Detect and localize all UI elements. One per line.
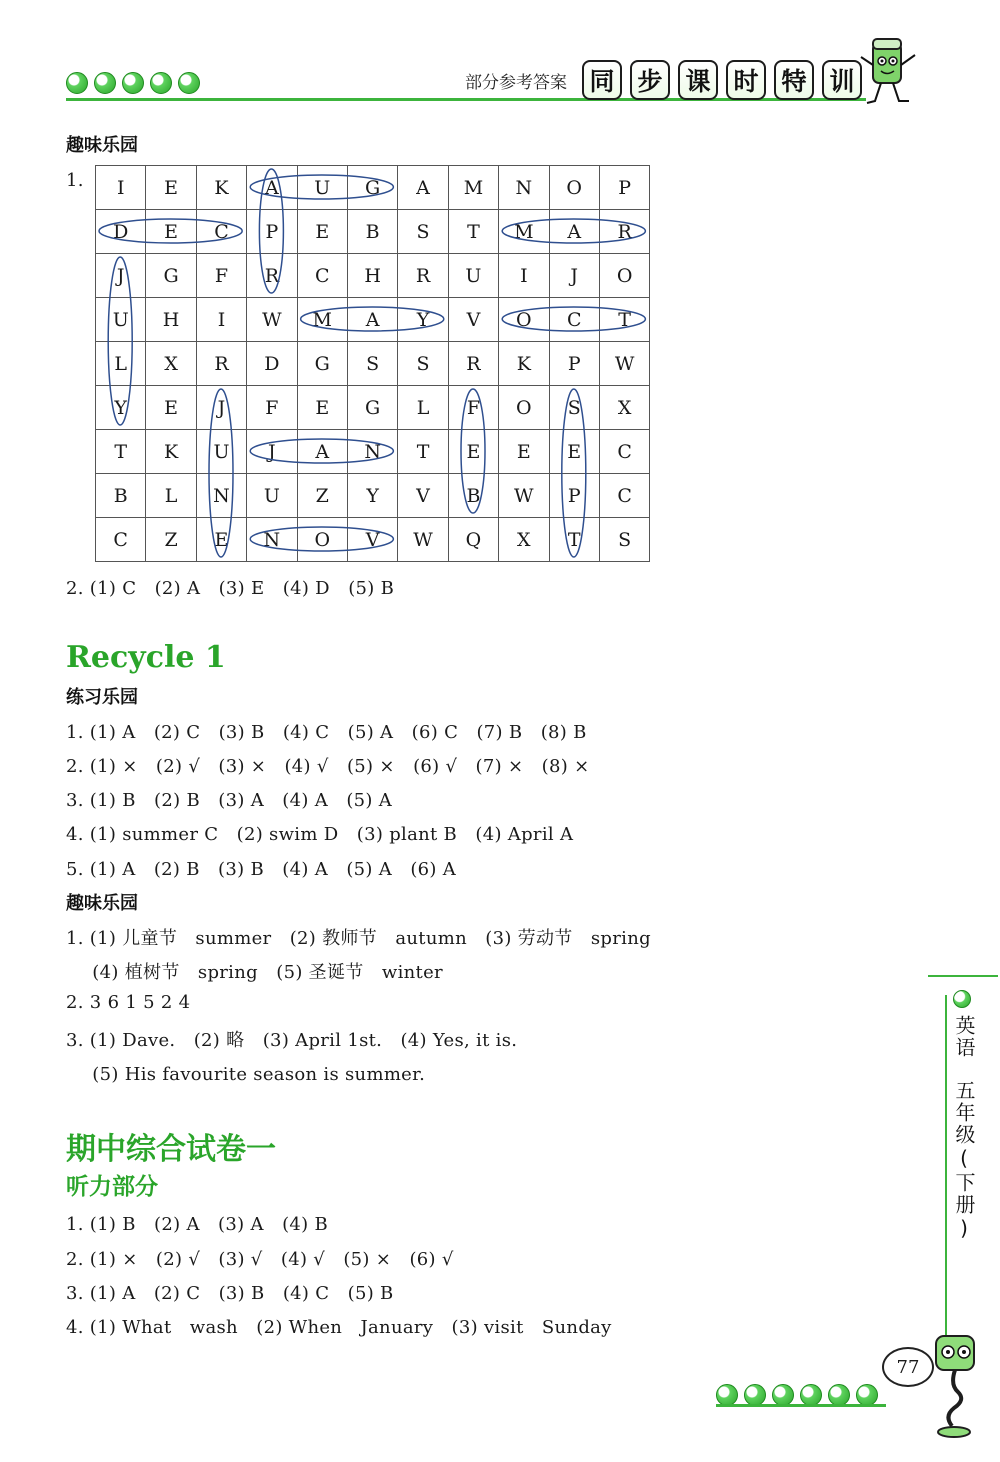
word-circle: [250, 175, 393, 199]
grid-cell: E: [448, 430, 498, 474]
grid-cell: E: [499, 430, 549, 474]
green-dot-icon: [856, 1384, 878, 1406]
grid-cell: P: [599, 166, 649, 210]
section-heading-fun: 趣味乐园: [66, 893, 138, 914]
grid-cell: O: [549, 166, 599, 210]
footer-rule: [716, 1404, 886, 1407]
section-heading-practice: 练习乐园: [66, 687, 138, 708]
header-title-char: 时: [726, 60, 766, 100]
grid-cell: Y: [347, 474, 397, 518]
grid-cell: S: [398, 342, 448, 386]
fun1-q2-answers: 2. (1) C (2) A (3) E (4) D (5) B: [66, 578, 395, 599]
grid-cell: B: [347, 210, 397, 254]
grid-cell: T: [599, 298, 649, 342]
answer-line: 2. (1) × (2) √ (3) × (4) √ (5) × (6) √ (7) × (8) ×: [66, 756, 590, 777]
grid-cell: Q: [448, 518, 498, 562]
green-dot-icon: [953, 990, 971, 1008]
answer-line: 3. (1) B (2) B (3) A (4) A (5) A: [66, 790, 393, 811]
grid-cell: C: [297, 254, 347, 298]
grid-cell: E: [297, 210, 347, 254]
word-circle: [461, 389, 485, 513]
green-dot-icon: [66, 72, 88, 94]
green-dot-icon: [122, 72, 144, 94]
green-dot-icon: [744, 1384, 766, 1406]
grid-cell: E: [146, 386, 196, 430]
grid-cell: A: [297, 430, 347, 474]
grid-cell: W: [499, 474, 549, 518]
grid-cell: R: [448, 342, 498, 386]
grid-cell: C: [599, 474, 649, 518]
green-dot-icon: [178, 72, 200, 94]
grid-cell: C: [549, 298, 599, 342]
grid-cell: H: [347, 254, 397, 298]
grid-cell: C: [196, 210, 246, 254]
answer-line: (4) 植树节 spring (5) 圣诞节 winter: [74, 962, 443, 983]
question-label: 1.: [66, 170, 84, 191]
grid-cell: J: [247, 430, 297, 474]
word-circle: [99, 219, 242, 243]
word-circle: [502, 307, 645, 331]
word-circle: [301, 307, 444, 331]
grid-cell: J: [196, 386, 246, 430]
footer-dots: [716, 1384, 878, 1406]
grid-cell: X: [499, 518, 549, 562]
sidebar-subject: 英语: [952, 1015, 976, 1059]
grid-cell: P: [549, 342, 599, 386]
green-dot-icon: [828, 1384, 850, 1406]
grid-cell: N: [247, 518, 297, 562]
grid-cell: Y: [398, 298, 448, 342]
grid-cell: R: [247, 254, 297, 298]
grid-cell: M: [499, 210, 549, 254]
grid-cell: K: [146, 430, 196, 474]
grid-cell: O: [499, 298, 549, 342]
grid-cell: L: [96, 342, 146, 386]
word-circle: [209, 389, 233, 557]
word-search-grid: [95, 165, 650, 562]
grid-cell: I: [96, 166, 146, 210]
grid-cell: W: [599, 342, 649, 386]
grid-cell: K: [196, 166, 246, 210]
answer-line: 2. 3 6 1 5 2 4: [66, 992, 191, 1013]
grid-cell: D: [247, 342, 297, 386]
grid-cell: F: [247, 386, 297, 430]
word-circle: [259, 169, 283, 293]
word-circle: [250, 527, 393, 551]
sidebar-vertical-rule: [945, 995, 947, 1335]
word-search-circles: [95, 165, 655, 565]
grid-cell: E: [196, 518, 246, 562]
grid-cell: R: [196, 342, 246, 386]
grid-cell: E: [297, 386, 347, 430]
grid-cell: J: [549, 254, 599, 298]
grid-cell: N: [196, 474, 246, 518]
grid-cell: F: [196, 254, 246, 298]
grid-cell: S: [549, 386, 599, 430]
grid-cell: F: [448, 386, 498, 430]
green-dot-icon: [772, 1384, 794, 1406]
green-dot-icon: [94, 72, 116, 94]
section-title-recycle: Recycle 1: [66, 640, 226, 675]
grid-cell: W: [247, 298, 297, 342]
grid-cell: S: [398, 210, 448, 254]
grid-cell: H: [146, 298, 196, 342]
answer-line: 1. (1) B (2) A (3) A (4) B: [66, 1214, 329, 1235]
header-title-char: 课: [678, 60, 718, 100]
grid-cell: C: [599, 430, 649, 474]
grid-cell: N: [347, 430, 397, 474]
grid-cell: J: [96, 254, 146, 298]
answer-line: 4. (1) summer C (2) swim D (3) plant B (4) April A: [66, 824, 574, 845]
grid-cell: L: [146, 474, 196, 518]
green-dot-icon: [150, 72, 172, 94]
answer-line: 1. (1) 儿童节 summer (2) 教师节 autumn (3) 劳动节 spring: [66, 928, 651, 949]
header-title: [582, 60, 862, 100]
grid-cell: Z: [146, 518, 196, 562]
answer-line: (5) His favourite season is summer.: [74, 1064, 426, 1085]
word-circle: [562, 389, 586, 557]
grid-cell: G: [146, 254, 196, 298]
word-circle: [250, 439, 393, 463]
header-title-char: 特: [774, 60, 814, 100]
grid-cell: O: [499, 386, 549, 430]
answer-line: 1. (1) A (2) C (3) B (4) C (5) A (6) C (7) B (8) B: [66, 722, 587, 743]
answer-line: 5. (1) A (2) B (3) B (4) A (5) A (6) A: [66, 859, 457, 880]
grid-cell: R: [599, 210, 649, 254]
grid-cell: T: [96, 430, 146, 474]
header-title-char: 训: [822, 60, 862, 100]
grid-cell: T: [549, 518, 599, 562]
grid-cell: M: [297, 298, 347, 342]
word-circle: [108, 257, 132, 425]
grid-cell: N: [499, 166, 549, 210]
grid-cell: W: [398, 518, 448, 562]
grid-cell: O: [599, 254, 649, 298]
grid-cell: A: [247, 166, 297, 210]
header-title-char: 步: [630, 60, 670, 100]
pencil-mascot-icon: [855, 35, 925, 110]
grid-cell: X: [146, 342, 196, 386]
grid-cell: T: [448, 210, 498, 254]
sidebar-grade: 五年级(下册): [952, 1080, 976, 1242]
word-circle: [502, 219, 645, 243]
grid-cell: T: [398, 430, 448, 474]
grid-cell: A: [398, 166, 448, 210]
grid-cell: I: [499, 254, 549, 298]
grid-cell: G: [347, 166, 397, 210]
grid-cell: V: [448, 298, 498, 342]
grid-cell: V: [398, 474, 448, 518]
robot-mascot-icon: [920, 1330, 990, 1440]
grid-cell: E: [146, 166, 196, 210]
header-subtitle: 部分参考答案: [465, 73, 567, 93]
grid-cell: X: [599, 386, 649, 430]
grid-cell: S: [599, 518, 649, 562]
grid-cell: S: [347, 342, 397, 386]
grid-cell: G: [347, 386, 397, 430]
green-dot-icon: [716, 1384, 738, 1406]
header-title-char: 同: [582, 60, 622, 100]
section-heading-fun: 趣味乐园: [66, 135, 138, 156]
grid-cell: C: [96, 518, 146, 562]
green-dot-icon: [800, 1384, 822, 1406]
header-dots: [66, 72, 200, 94]
grid-cell: Y: [96, 386, 146, 430]
grid-cell: L: [398, 386, 448, 430]
answer-line: 4. (1) What wash (2) When January (3) visit Sunday: [66, 1317, 612, 1338]
grid-cell: G: [297, 342, 347, 386]
grid-cell: D: [96, 210, 146, 254]
grid-cell: K: [499, 342, 549, 386]
grid-cell: A: [549, 210, 599, 254]
grid-cell: E: [549, 430, 599, 474]
grid-cell: U: [448, 254, 498, 298]
answer-line: 2. (1) × (2) √ (3) √ (4) √ (5) × (6) √: [66, 1249, 454, 1270]
grid-cell: E: [146, 210, 196, 254]
grid-cell: P: [247, 210, 297, 254]
answer-line: 3. (1) Dave. (2) 略 (3) April 1st. (4) Yes, it is.: [66, 1030, 518, 1051]
page-number: 77: [882, 1347, 934, 1387]
grid-cell: M: [448, 166, 498, 210]
grid-cell: O: [297, 518, 347, 562]
section-heading-listening: 听力部分: [66, 1174, 158, 1200]
grid-cell: P: [549, 474, 599, 518]
section-title-midterm: 期中综合试卷一: [66, 1132, 276, 1167]
grid-cell: U: [96, 298, 146, 342]
grid-cell: I: [196, 298, 246, 342]
grid-cell: B: [96, 474, 146, 518]
grid-cell: V: [347, 518, 397, 562]
grid-cell: U: [297, 166, 347, 210]
answer-line: 3. (1) A (2) C (3) B (4) C (5) B: [66, 1283, 394, 1304]
grid-cell: U: [247, 474, 297, 518]
grid-cell: U: [196, 430, 246, 474]
grid-cell: A: [347, 298, 397, 342]
sidebar-rule: [928, 975, 998, 977]
grid-cell: R: [398, 254, 448, 298]
grid-cell: B: [448, 474, 498, 518]
grid-cell: Z: [297, 474, 347, 518]
